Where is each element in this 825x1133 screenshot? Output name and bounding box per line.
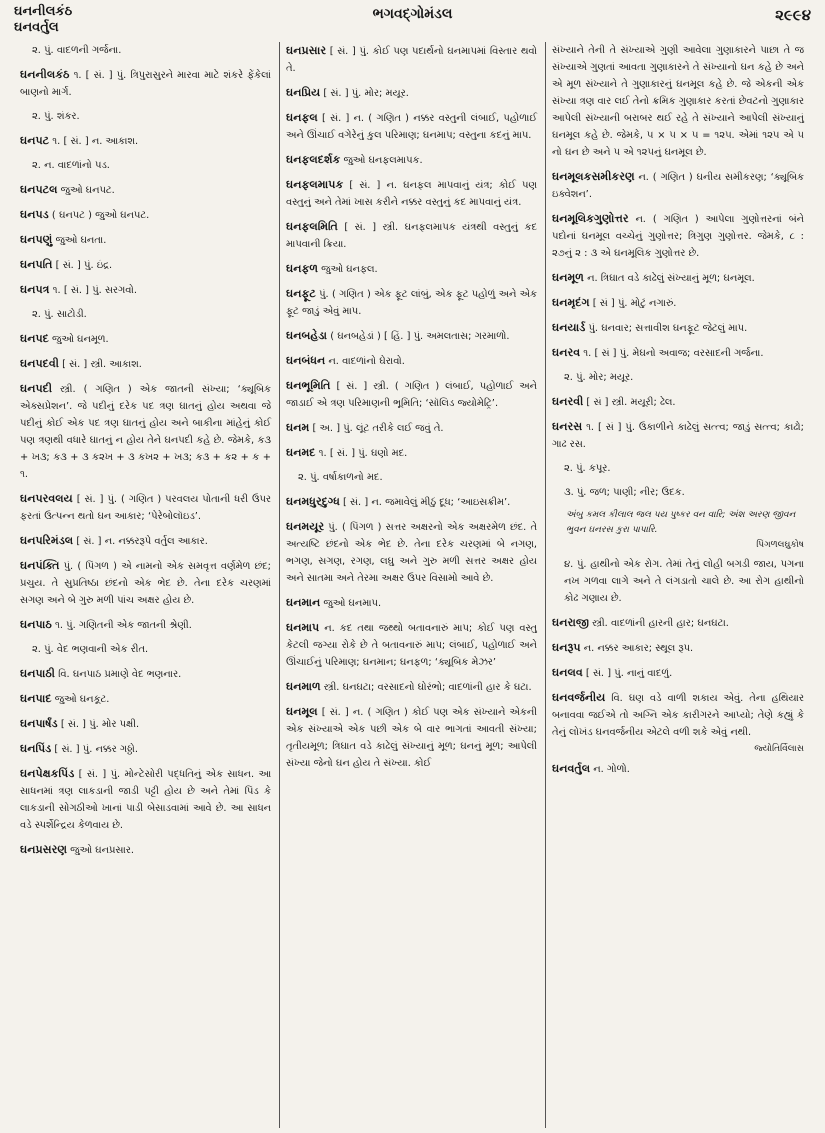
quote-source: જ્યોતિર્વિલાસ (754, 744, 804, 754)
entry-headword: ઘનપંક્તિ (20, 559, 60, 572)
entry-headword: ઘનફલદર્શક (286, 153, 341, 166)
dictionary-entry (20, 132, 271, 150)
entry-definition: [ સં. ] ન. ( ગણિત ) નક્કર વસ્તુની લંબાઈ, પહોળાઈ અને ઊંચાઈ વગેરેનું કુલ પરિમાણ; ઘનમાપ; વસ્તુના કદનું માપ. (286, 113, 537, 141)
entry-definition: સ્ત્રી. ( ગણિત ) એક જાતની સંખ્યા; ‘ક્યૂબિક એક્સપ્રેશન’. જે પદીનું દરેક પદ ત્રણ ઘાતનું હોય અથવા જે પદીનું કોઈ એક પદ ત્રણ ઘાતનું હોય અને બાકીના માંહેનું કોઈ પણ ત્રણથી વધારે ઘાતનું ન હોય તેને ઘનપદી કહે છે. જેમકે, ક૩ + ખ૩; ક૩ + ૩ ક૨ખ + ૩ કખ૨ + ખ૩; ક૩ + ક૨ + ક + ૧. (20, 384, 271, 480)
dictionary-entry (20, 665, 271, 683)
dictionary-columns (14, 42, 814, 1128)
entry-definition: ન. ગોળો. (590, 764, 630, 775)
entry-headword: ઘનમાન (286, 596, 321, 609)
dictionary-entry (286, 285, 537, 320)
dictionary-entry (286, 109, 537, 144)
entry-definition: વિ. ઘણ વડે વાળી શકાય એવું. તેના હથિયાર બનાવવા જઈએ તો અગ્નિ એક કારીગરને આપ્યો; તેણે કહ્યું કે તેનું લોખંડ ઘનવર્જનીય એટલે વળી શકે એવું નથી. (552, 693, 804, 738)
dictionary-entry (20, 355, 271, 373)
entry-definition: ન. કદ તથા જથ્થો બતાવનારું માપ; કોઈ પણ વસ્તુ કેટલી જગ્યા રોકે છે તે બતાવનારું માપ; લંબાઈ, પહોળાઈ અને ઊંચાઈનું પરિમાણ; ઘનમાન; ઘનફળ; ‘ક્યૂબિક મેઝર’ (286, 623, 537, 668)
entry-headword: ઘનપ્રિય (286, 86, 321, 99)
entry-headword: ઘનફળ (286, 262, 319, 275)
dictionary-entry (552, 294, 804, 312)
entry-definition: ન. ત્રિઘાત વડે કાઢેલું સંખ્યાનું મૂળ; ઘનમૂલ. (583, 273, 755, 284)
entry-headword: ઘનમૂલ (286, 705, 318, 718)
entry-headword: ઘનફૂટ (286, 287, 316, 300)
entry-headword: ઘનપદ (20, 332, 49, 345)
dictionary-entry (552, 344, 804, 362)
dictionary-entry (552, 168, 804, 203)
entry-headword: ઘનપ્રસાર (286, 44, 327, 57)
entry-headword: ઘનમધુરદુગ્ધ (286, 495, 340, 508)
entry-definition: ન. ( ગણિત ) આપેલા ગુણોત્તરનાં બંને પદોનાં ઘનમૂલ વચ્ચેનું ગુણોત્તર; ત્રિગુણ ગુણોત્તર. જેમકે, ૮ : ૨૭નું ૨ : ૩ એ ઘનમૂલિક ગુણોત્તર છે. (552, 214, 804, 259)
entry-headword: ઘનવર્તુલ (552, 762, 591, 775)
dictionary-entry (286, 419, 537, 437)
dictionary-entry (552, 418, 804, 453)
verse-quote: અંબુ કમલ કીલાલ જલ પય પુષ્કર વન વારિ; અંશ અરણ જીવન ભુવન ઘનરસ કુરા પાપારિ. (566, 510, 796, 535)
dictionary-entry (20, 281, 271, 299)
entry-definition: [ સં. ] ન. ઘનફલ માપવાનું યંત્ર; કોઈ પણ વસ્તુનું અને તેમાં ખાસ કરીને નક્કર વસ્તુનું કદ માપવાનું યંત્ર. (286, 180, 537, 208)
entry-headword: ઘનમાપ (286, 621, 320, 634)
dictionary-entry (286, 352, 537, 370)
entry-headword: ઘનવર્જનીય (552, 691, 606, 704)
dictionary-entry (20, 206, 271, 224)
entry-headword: ઘનભૂમિતિ (286, 379, 331, 392)
entry-definition: [ સં. ] પું. મોર; મયૂર. (320, 88, 409, 99)
entry-headword: ઘનપડ (20, 208, 49, 221)
guide-word-top: ઘનનીલકંઠ (14, 4, 73, 19)
dictionary-entry (20, 841, 271, 859)
entry-headword: ઘનપટલ (20, 183, 58, 196)
entry-definition: જુઓ ઘનપ્રસાર. (67, 845, 135, 856)
entry-definition: ( ઘનપટ ) જુઓ ઘનપટ. (48, 210, 150, 221)
entry-headword: ઘનપિંડ (20, 742, 52, 755)
dictionary-entry (286, 444, 537, 462)
dictionary-entry (286, 678, 537, 696)
entry-headword: ઘનપણું (20, 233, 53, 246)
page-title: ભગવદ્ગોમંડલ (372, 6, 453, 22)
entry-headword: ઘનફલમાપક (286, 178, 344, 191)
dictionary-entry (20, 740, 271, 758)
dictionary-entry (286, 84, 537, 102)
entry-sense: ૨. પું. વાદળની ગર્જના. (32, 45, 122, 56)
entry-definition: સ્ત્રી. વાદળાંની હારની હાર; ઘનઘટા. (589, 618, 729, 629)
entry-definition: [ સં. ] પું. ઇંદ્ર. (52, 260, 113, 271)
entry-headword: ઘનરસ (552, 420, 583, 433)
entry-definition: [ સં. ] પું. કોઈ પણ પદાર્થનો ઘનમાપમાં વિસ્તાર થવો તે. (286, 46, 537, 74)
entry-headword: ઘનફલમિતિ (286, 220, 338, 233)
dictionary-entry (552, 614, 804, 632)
dictionary-entry (286, 151, 537, 169)
entry-sense: ૨. પું. સાટોડી. (32, 309, 87, 320)
entry-headword: ઘનમૂલિકગુણોત્તર (552, 212, 629, 225)
entry-headword: ઘનમૂલકસમીકરણ (552, 170, 635, 183)
entry-definition: ૧. [ સં. ] પું. ઘણો મદ. (315, 448, 408, 459)
dictionary-entry (286, 42, 537, 77)
entry-sense: ૨. પું. શંકર. (32, 111, 80, 122)
page-header (0, 0, 825, 36)
dictionary-entry (20, 532, 271, 550)
entry-definition: જુઓ ઘનતા. (52, 235, 107, 246)
entry-definition: [ સં ] સ્ત્રી. મયૂરી; ઢેલ. (583, 397, 676, 408)
entry-headword: ઘનમ (286, 421, 310, 434)
entry-definition: ૧. [ સં. ] પું. ત્રિપુરાસુરને મારવા માટે શંકરે ફેંકેલાં બાણનો માર્ગ. (20, 70, 271, 98)
entry-definition: જુઓ ઘનફલમાપક. (340, 155, 423, 166)
dictionary-entry (286, 218, 537, 253)
dictionary-entry (552, 664, 804, 682)
entry-definition: જુઓ ઘનમાપ. (320, 598, 382, 609)
entry-definition: પું. ( પિંગળ ) સત્તર અક્ષરનો એક અક્ષરમેળ છંદ. તે અત્યષ્ટિ છંદનો એક ભેદ છે. તેના દરેક ચરણમાં બે નગણ, ભગણ, સગણ, રગણ, લઘુ અને ગુરુ મળી સત્તર અક્ષર હોય અને સાતમા અને તેરમા અક્ષર ઉપર વિસામો આવે છે. (286, 522, 537, 584)
entry-definition: જુઓ ઘનકૂટ. (51, 694, 110, 705)
dictionary-entry (20, 380, 271, 483)
entry-definition: ૧. પું. ગણિતની એક જાતની શ્રેણી. (51, 620, 192, 631)
entry-definition: જુઓ ઘનફલ. (318, 264, 378, 275)
dictionary-entry (286, 493, 537, 511)
entry-definition: [ સં. ] પું. નક્કર ગઠ્ઠો. (51, 744, 139, 755)
dictionary-entry (20, 181, 271, 199)
entry-headword: ઘનપાઠી (20, 667, 55, 680)
entry-headword: ઘનયાર્ડ (552, 321, 586, 334)
entry-definition: [ સં. ] સ્ત્રી. આકાશ. (58, 359, 142, 370)
entry-definition: [ સં ] પું. મોટું નગારું. (589, 298, 677, 309)
entry-definition: ૧. [ સં ] પું. ઉકાળીને કાઢેલું સત્ત્વ; જાડું સત્ત્વ; કાઢો; ગાઢ રસ. (552, 422, 804, 450)
entry-definition: [ સં. ] ન. જમાવેલું મીઠું દૂધ; ‘આઇસક્રીમ’. (339, 497, 511, 508)
entry-headword: ઘનરવી (552, 395, 584, 408)
entry-continuation: સંખ્યાને તેની તે સંખ્યાએ ગુણી આવેલા ગુણાકારને પાછા તે જ સંખ્યાએ ગુણતાં આવતા ગુણાકારને તે સંખ્યાનો ઘન કહે છે અને એ મૂળ સંખ્યાને તે ગુણાકારનું ઘનમૂલ કહે છે. જે એકની એક સંખ્યા ત્રણ વાર લઈ તેનો ક્રમિક ગુણાકાર કરતાં છેવટનો ગુણાકાર આપેલી સંખ્યાની બરાબર થઈ રહે તે સંખ્યાને આપેલી સંખ્યાનું ઘનમૂલ કહે છે. જેમકે, ૫ × ૫ × ૫ = ૧૨૫. એમાં ૧૨૫ એ ૫ નો ઘન છે અને ૫ એ ૧૨૫નું ઘનમૂલ છે. (552, 45, 804, 158)
column-3 (546, 42, 812, 1128)
entry-definition: પું. ( પિંગળ ) એ નામનો એક સમવૃત્ત વર્ણમેળ છંદ; પ્રચુય. તે સુપ્રતિષ્ઠા છંદનો એક ભેદ છે. તેના દરેક ચરણમાં સગણ અને બે ગુરુ મળી પાંચ અક્ષર હોય છે. (20, 561, 271, 606)
dictionary-entry (20, 231, 271, 249)
entry-headword: ઘનપરવલય (20, 492, 73, 505)
entry-sense: ૨. ન. વાદળાંનો પડ. (32, 160, 110, 171)
entry-headword: ઘનમૃદંગ (552, 296, 590, 309)
entry-headword: ઘનમયૂર (286, 520, 325, 533)
entry-definition: ન. નક્કર આકાર; સ્થૂલ રૂપ. (580, 643, 694, 654)
entry-definition: [ સં. ] સ્ત્રી. ઘનફલમાપક યંત્રથી વસ્તુનું કદ માપવાની ક્રિયા. (286, 222, 537, 250)
entry-sense: ૨. પું. કપૂર. (564, 463, 611, 474)
column-2 (280, 42, 546, 1128)
entry-definition: પું. ( ગણિત ) એક ફૂટ લાંબું, એક ફૂટ પહોળું અને એક ફૂટ જાડું એવું માપ. (286, 289, 537, 317)
dictionary-entry (286, 703, 537, 772)
entry-definition: [ સં. ] સ્ત્રી. ( ગણિત ) લંબાઈ, પહોળાઈ અને જાડાઈ એ ત્રણ પરિમાણની ભૂમિતિ; ‘સૉલિડ જ્યોમેટ્રિ’. (286, 381, 537, 409)
entry-sense: ૨. પું. વેદ ભણવાની એક રીત. (32, 644, 149, 655)
entry-headword: ઘનરવ (552, 346, 581, 359)
dictionary-entry (552, 639, 804, 657)
entry-definition: [ સં. ] પું. મોન્ટેસોરી પદ્ધતિનું એક સાધન. આ સાધનમાં ત્રણ લાકડાની જાડી પટ્ટી હોય છે અને તેમાં પિંડ કે લાકડાની સોગઠીઓ ખાનાં પાડી બેસાડવામાં આવે છે. આ સાધન વડે સ્પર્શેન્દ્રિય કેળવાય છે. (20, 769, 271, 831)
dictionary-entry (552, 269, 804, 287)
guide-word-bottom: ઘનવર્તુલ (14, 20, 59, 35)
entry-headword: ઘનમૂળ (552, 271, 584, 284)
dictionary-entry (20, 490, 271, 525)
entry-headword: ઘનપાઠ (20, 618, 52, 631)
dictionary-entry (552, 760, 804, 778)
dictionary-entry (286, 327, 537, 345)
dictionary-entry (20, 715, 271, 733)
dictionary-entry (286, 619, 537, 671)
entry-sense: ૨. પું. મોર; મયૂર. (564, 372, 634, 383)
entry-sense: ૪. પું. હાથીનો એક રોગ. તેમાં તેનું લોહી બગડી જાય, પગના નખ ગળવા લાગે અને તે લંગડાતો ચાલે છે. આ રોગ હાથીનો કોઢ ગણાય છે. (564, 559, 804, 604)
entry-headword: ઘનબહેડા (286, 329, 328, 342)
dictionary-entry (286, 176, 537, 211)
entry-headword: ઘનપત્ર (20, 283, 50, 296)
dictionary-entry (20, 256, 271, 274)
entry-headword: ઘનપાદ (20, 692, 52, 705)
dictionary-entry (20, 557, 271, 609)
dictionary-entry (286, 518, 537, 587)
entry-sense: ૩. પું. જળ; પાણી; નીર; ઉદક. (564, 487, 685, 498)
dictionary-entry (20, 66, 271, 101)
entry-headword: ઘનરાજી (552, 616, 590, 629)
entry-definition: ( ઘનબહેડાં ) [ હિં. ] પું. અમલતાસ; ગરમાળો. (327, 331, 510, 342)
entry-definition: [ સં. ] ન. નક્કરરૂપે વર્તુલ આકાર. (73, 536, 208, 547)
entry-headword: ઘનમદ (286, 446, 316, 459)
entry-definition: જુઓ ઘનમૂળ. (48, 334, 109, 345)
dictionary-entry (286, 377, 537, 412)
dictionary-entry (20, 616, 271, 634)
entry-headword: ઘનપદી (20, 382, 53, 395)
entry-definition: પું. ઘનવાર; સત્તાવીશ ઘનફૂટ જેટલું માપ. (585, 323, 748, 334)
entry-definition: [ સં. ] પું. મોર પક્ષી. (57, 719, 140, 730)
entry-headword: ઘનલવ (552, 666, 583, 679)
dictionary-entry (20, 765, 271, 834)
entry-sense: ૨. પું. વર્ષાકાળનો મદ. (298, 472, 383, 483)
entry-headword: ઘનરૂપ (552, 641, 581, 654)
page-number: ૨૯૯૪ (775, 6, 811, 24)
quote-source: પિંગળલઘુકોષ (756, 540, 804, 550)
dictionary-entry (20, 690, 271, 708)
column-1 (14, 42, 280, 1128)
dictionary-entry (552, 393, 804, 411)
entry-headword: ઘનપ્રસરણ (20, 843, 68, 856)
entry-headword: ઘનપાર્ષંડ (20, 717, 58, 730)
dictionary-entry (552, 689, 804, 741)
entry-headword: ઘનપેક્ષકપિંડ (20, 767, 75, 780)
entry-headword: ઘનબંધન (286, 354, 326, 367)
entry-definition: સ્ત્રી. ઘનઘટા; વરસાદનો ઘોરંભો; વાદળાંની હાર કે ઘટા. (320, 682, 532, 693)
entry-definition: [ સં. ] પું. નાનું વાદળું. (582, 668, 673, 679)
entry-headword: ઘનપટ (20, 134, 50, 147)
entry-definition: ન. વાદળાંનો ઘેરાવો. (325, 356, 405, 367)
entry-headword: ઘનમાળ (286, 680, 321, 693)
dictionary-entry (286, 260, 537, 278)
entry-definition: [ સં. ] ન. ( ગણિત ) કોઈ પણ એક સંખ્યાને એકની એક સંખ્યાએ એક પછી એક બે વાર ભાગતાં આવતી સંખ્યા; તૃતીયમૂળ; ત્રિઘાત વડે કાઢેલું સંખ્યાનું મૂળ; ઘનનું મૂળ; આપેલી સંખ્યા જેનો ઘન હોય તે સંખ્યા. કોઈ (286, 707, 537, 769)
entry-headword: ઘનનીલકંઠ (20, 68, 70, 81)
entry-definition: જુઓ ઘનપટ. (57, 185, 115, 196)
entry-definition: ૧. [ સં. ] પું. સરગવો. (49, 285, 138, 296)
entry-definition: [ સં. ] પું. ( ગણિત ) પરવલય પોતાની ધરી ઉપર ફરતાં ઉત્પન્ન થતો ઘન આકાર; ‘પેરેબોલૉઇડ’. (20, 494, 271, 522)
entry-definition: ૧. [ સં. ] ન. આકાશ. (49, 136, 139, 147)
entry-headword: ઘનપતિ (20, 258, 53, 271)
dictionary-entry (286, 594, 537, 612)
entry-headword: ઘનપરિમંડલ (20, 534, 74, 547)
dictionary-entry (20, 330, 271, 348)
entry-definition: [ અ. ] પું. લૂંટ તરીકે લઈ જવું તે. (309, 423, 444, 434)
dictionary-entry (552, 210, 804, 262)
entry-headword: ઘનપદવી (20, 357, 59, 370)
entry-definition: ન. ( ગણિત ) ઘનીય સમીકરણ; ‘ક્યૂબિક ઇક્વેશન’. (552, 172, 804, 200)
entry-definition: ૧. [ સં ] પું. મેઘનો અવાજ; વરસાદની ગર્જના. (580, 348, 764, 359)
entry-headword: ઘનફલ (286, 111, 318, 124)
dictionary-entry (552, 319, 804, 337)
entry-definition: વિ. ઘનપાઠ પ્રમાણે વેદ ભણનાર. (54, 669, 182, 680)
